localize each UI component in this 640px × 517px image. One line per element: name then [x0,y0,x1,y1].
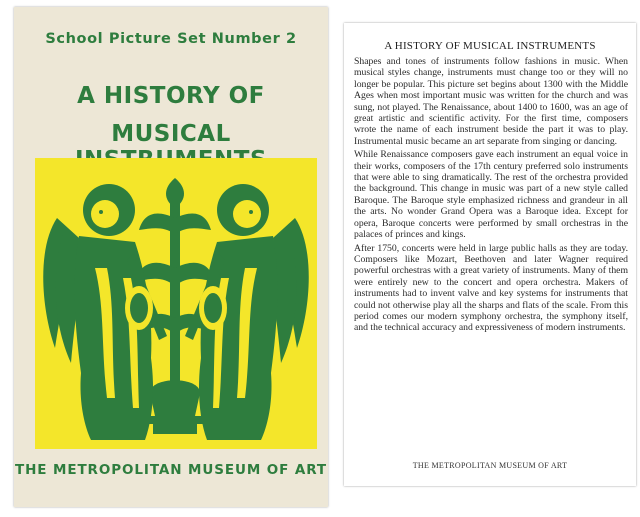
sheet-heading: A HISTORY OF MUSICAL INSTRUMENTS [384,40,596,52]
paragraph-middle-ages: Shapes and tones of instruments follow fashions in music. When musical styles change, instruments must change too or they will no longer be popular. This picture set begins about 1300 with the Middle Ages when most important music was written for the church and was sung, not played. The Renaissance, about 1400 to 1600, was an age of great artistic and scientific activity. For the first time, composers wrote the name of each instrument beside the part it was to play. Instrumental music became an art separate from singing or dancing. [354,56,628,147]
cover-title-line2: MUSICAL [111,121,231,147]
sheet-footer: THE METROPOLITAN MUSEUM OF ART [412,461,568,470]
paragraph-after-1750: After 1750, concerts were held in large public halls as they are today. Composers like Mozart, Beethoven and later Wagner required powerful orchestras with a great variety of instruments. Many of them were entirely new to the concert and opera orchestra. Makers of instruments had to invent valve and key systems for instruments that could not otherwise play all the sharps and flats of the scale. From this period comes our modern symphony orchestra, the symphony itself, and the technical accuracy and expressiveness of modern instruments. [354,242,628,334]
folder-cover [14,7,328,507]
sheet-body [354,56,628,336]
paragraph-baroque: While Renaissance composers gave each instrument an equal voice in their works, composers of the 17th century preferred solo instruments that were able to sing dramatically. The rest of the orchestra provided the background. This change in music was part of a new style called Baroque. The Baroque style emphasized richness and grandeur in all the arts. No wonder Grand Opera was a Baroque idea. Except for opera, Baroque concerts were performed by small orchestras in the palaces of princes and kings. [354,149,628,241]
angel-musicians-illustration [35,158,317,449]
series-label: School Picture Set Number 2 [45,31,297,47]
info-sheet [344,23,636,486]
cover-publisher: THE METROPOLITAN MUSEUM OF ART [14,462,328,478]
cover-title-line1: A HISTORY OF [77,83,265,109]
